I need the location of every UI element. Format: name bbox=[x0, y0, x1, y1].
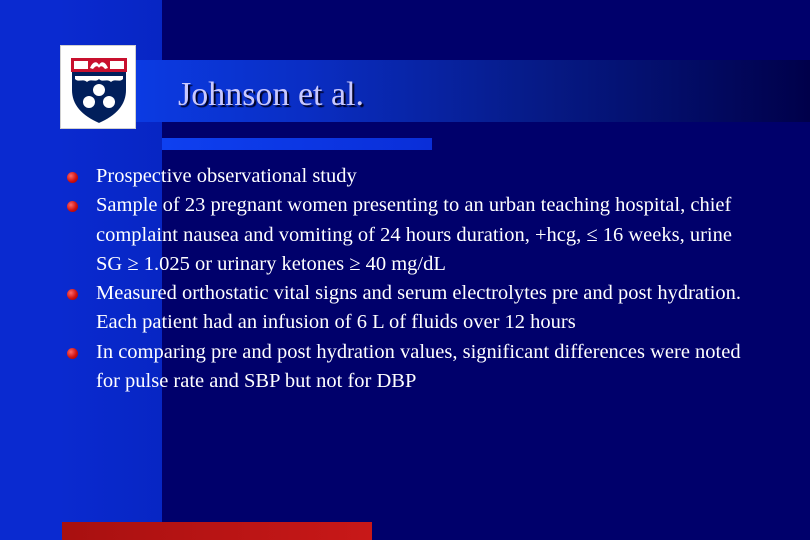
slide-title: Johnson et al. bbox=[178, 76, 365, 113]
red-bullet-icon bbox=[67, 172, 78, 183]
red-bullet-icon bbox=[67, 348, 78, 359]
bullet-list bbox=[62, 162, 762, 396]
university-shield-icon bbox=[61, 46, 137, 130]
red-bullet-icon bbox=[67, 201, 78, 212]
bullet-text: Measured orthostatic vital signs and serum electrolytes pre and post hydration. Each patient had an infusion of 6 L of fluids over 12 hours bbox=[96, 282, 742, 334]
bottom-accent-bar bbox=[62, 522, 372, 540]
university-logo bbox=[60, 45, 136, 129]
bullet-text: Prospective observational study bbox=[96, 165, 357, 187]
bullet-item bbox=[62, 279, 762, 338]
bullet-item bbox=[62, 338, 762, 397]
bullet-item bbox=[62, 162, 762, 191]
bullet-text: In comparing pre and post hydration values, significant differences were noted for pulse rate and SBP but not for DBP bbox=[96, 340, 741, 393]
title-underline bbox=[162, 138, 432, 150]
bullet-text: Sample of 23 pregnant women presenting to an urban teaching hospital, chief complaint nausea and vomiting of 24 hours duration, +hcg, ≤ 16 weeks, urine SG ≥ 1.025 or urinary ketones ≥ 40 mg/dL bbox=[96, 194, 732, 275]
red-bullet-icon bbox=[67, 289, 78, 300]
bullet-item bbox=[62, 191, 762, 279]
